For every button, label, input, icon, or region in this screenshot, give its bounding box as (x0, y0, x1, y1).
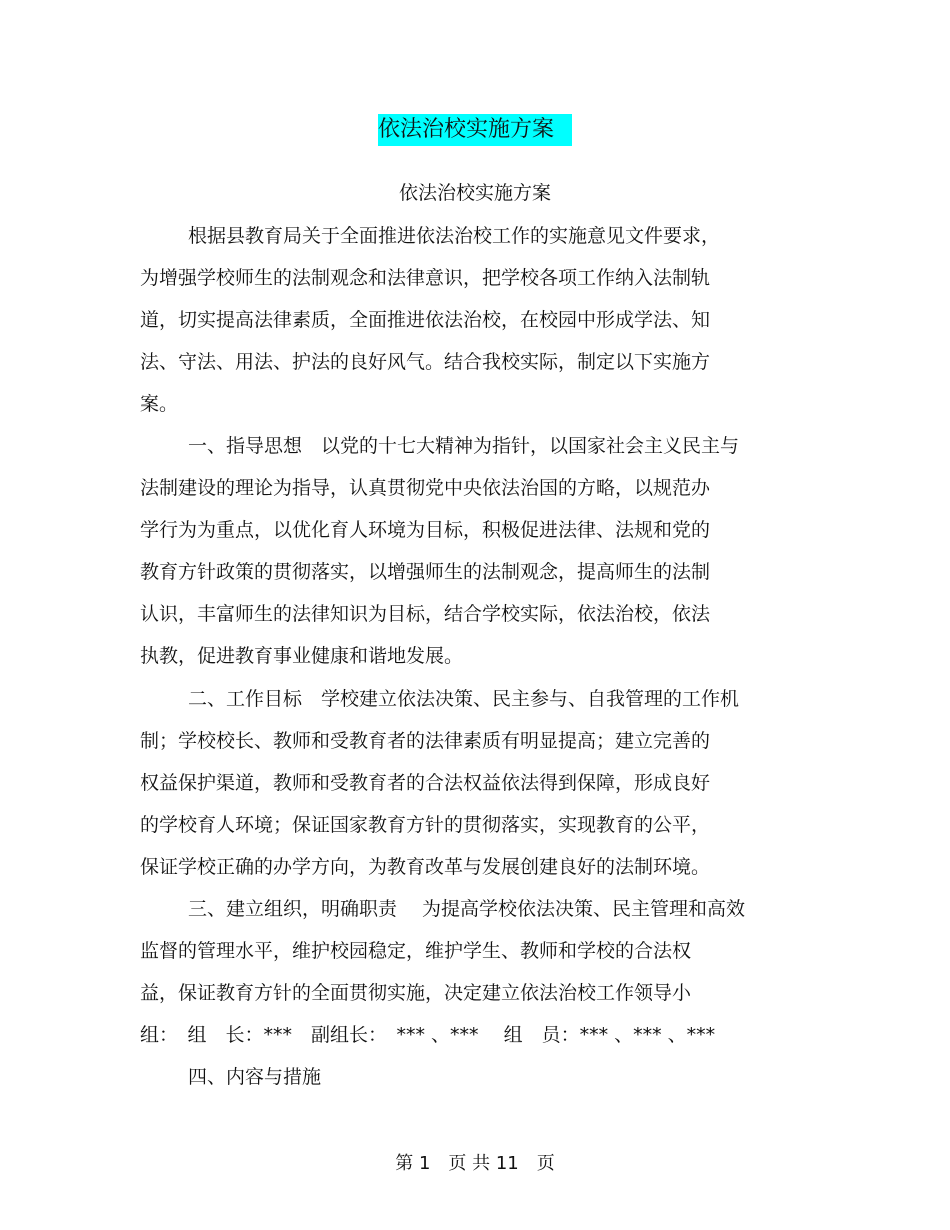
paragraph-line: 保证学校正确的办学方向，为教育改革与发展创建良好的法制环境。 (140, 856, 711, 878)
paragraph-line: 益，保证教育方针的全面贯彻实施，决定建立依法治校工作领导小 (140, 982, 692, 1004)
paragraph-line: 学行为为重点，以优化育人环境为目标，积极促进法律、法规和党的 (140, 519, 711, 541)
document-subtitle: 依法治校实施方案 (398, 182, 551, 204)
paragraph-line: 教育方针政策的贯彻落实，以增强师生的法制观念，提高师生的法制 (140, 561, 711, 583)
title-wrapper (0, 114, 950, 146)
paragraph-line: 案。 (140, 393, 179, 415)
paragraph-line: 为增强学校师生的法制观念和法律意识，把学校各项工作纳入法制轨 (140, 267, 711, 289)
paragraph-line: 三、建立组织，明确职责 为提高学校依法决策、民主管理和高效 (188, 898, 746, 920)
paragraph-line: 认识，丰富师生的法律知识为目标，结合学校实际，依法治校，依法 (140, 603, 711, 625)
page-footer: 第 1 页 共 11 页 (395, 1153, 555, 1174)
section-heading: 四、内容与措施 (188, 1066, 322, 1088)
paragraph-line: 权益保护渠道，教师和受教育者的合法权益依法得到保障，形成良好 (140, 772, 711, 794)
paragraph-line: 法、守法、用法、护法的良好风气。结合我校实际，制定以下实施方 (140, 351, 711, 373)
paragraph-line: 的学校育人环境；保证国家教育方针的贯彻落实，实现教育的公平， (140, 814, 711, 836)
document-title: 依法治校实施方案 (378, 114, 572, 146)
paragraph-line: 一、指导思想 以党的十七大精神为指针，以国家社会主义民主与 (188, 435, 740, 457)
paragraph-line: 制；学校校长、教师和受教育者的法律素质有明显提高；建立完善的 (140, 730, 711, 752)
paragraph-line: 根据县教育局关于全面推进依法治校工作的实施意见文件要求， (188, 225, 721, 247)
paragraph-line: 执教，促进教育事业健康和谐地发展。 (140, 645, 464, 667)
paragraph-line: 道，切实提高法律素质，全面推进依法治校，在校园中形成学法、知 (140, 309, 711, 331)
paragraph-line: 法制建设的理论为指导，认真贯彻党中央依法治国的方略，以规范办 (140, 477, 711, 499)
paragraph-line: 监督的管理水平，维护校园稳定，维护学生、教师和学校的合法权 (140, 940, 692, 962)
paragraph-line: 二、工作目标 学校建立依法决策、民主参与、自我管理的工作机 (188, 688, 740, 710)
paragraph-line: 组： 组 长：*** 副组长： *** 、*** 组 员：*** 、*** 、*** (140, 1024, 716, 1046)
